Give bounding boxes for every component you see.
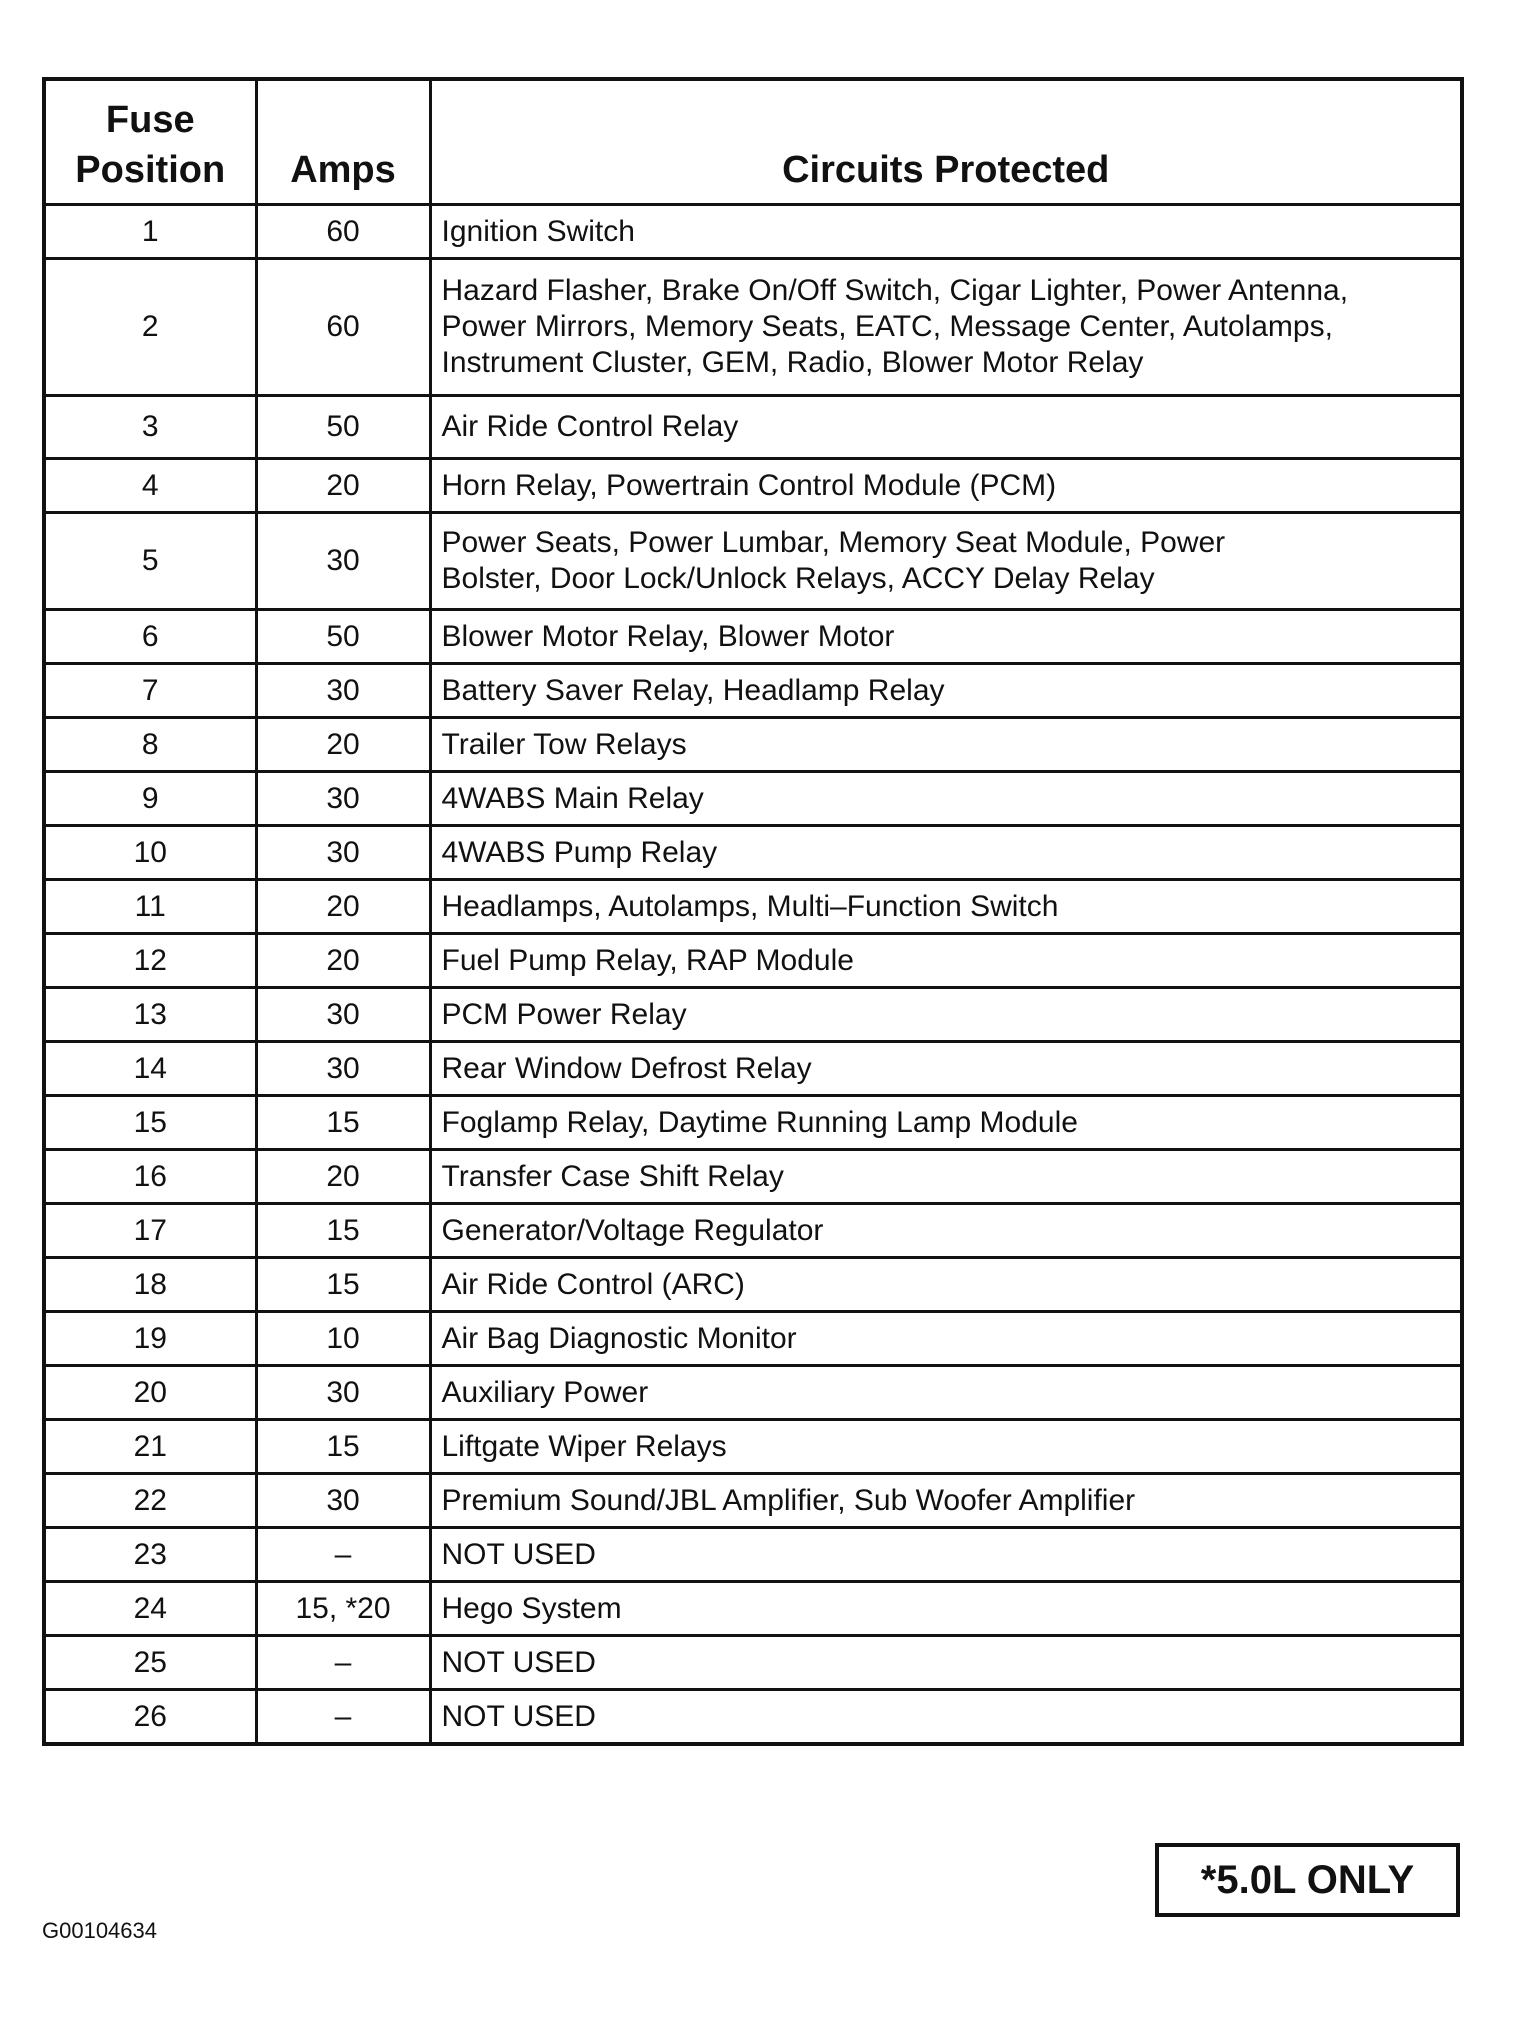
amps-cell: 30 — [256, 826, 430, 880]
fuse-position-cell: 5 — [44, 513, 256, 610]
amps-cell: 10 — [256, 1312, 430, 1366]
circuits-cell — [430, 934, 1462, 988]
table-row — [44, 1582, 1462, 1636]
circuits-line: Horn Relay, Powertrain Control Module (PCM) — [441, 468, 1057, 502]
circuits-line: Bolster, Door Lock/Unlock Relays, ACCY Delay Relay — [441, 562, 1155, 595]
table-row — [44, 1258, 1462, 1312]
fuse-position-cell: 3 — [44, 396, 256, 459]
fuse-position-cell: 11 — [44, 880, 256, 934]
circuits-cell — [430, 610, 1462, 664]
table-row — [44, 1312, 1462, 1366]
table-row — [44, 1150, 1462, 1204]
header-fuse-position — [44, 79, 256, 205]
table-row — [44, 1528, 1462, 1582]
circuits-line: NOT USED — [441, 1699, 596, 1733]
amps-cell: 20 — [256, 459, 430, 513]
circuits-line: Hego System — [441, 1591, 622, 1625]
circuits-line: Air Ride Control Relay — [441, 410, 739, 443]
fuse-rows — [44, 205, 1462, 1745]
amps-cell: 15 — [256, 1204, 430, 1258]
engine-note-box: *5.0L ONLY — [1155, 1843, 1460, 1917]
circuits-cell — [430, 205, 1462, 259]
circuits-line: Instrument Cluster, GEM, Radio, Blower Motor Relay — [441, 346, 1144, 379]
fuse-position-cell: 23 — [44, 1528, 256, 1582]
fuse-position-cell: 19 — [44, 1312, 256, 1366]
fuse-position-cell: 9 — [44, 772, 256, 826]
amps-cell: 15, *20 — [256, 1582, 430, 1636]
fuse-position-cell: 12 — [44, 934, 256, 988]
fuse-position-cell: 7 — [44, 664, 256, 718]
fuse-position-cell: 10 — [44, 826, 256, 880]
amps-cell: – — [256, 1690, 430, 1745]
circuits-line: Hazard Flasher, Brake On/Off Switch, Cigar Lighter, Power Antenna, — [441, 274, 1349, 307]
circuits-line: 4WABS Pump Relay — [441, 835, 718, 869]
circuits-cell — [430, 1150, 1462, 1204]
circuits-line: Ignition Switch — [441, 214, 635, 248]
table-row — [44, 1420, 1462, 1474]
amps-cell: 60 — [256, 205, 430, 259]
fuse-position-cell: 6 — [44, 610, 256, 664]
fuse-position-cell: 16 — [44, 1150, 256, 1204]
header-row — [44, 79, 1462, 205]
amps-cell: 30 — [256, 988, 430, 1042]
table-row — [44, 1042, 1462, 1096]
circuits-line: Premium Sound/JBL Amplifier, Sub Woofer Amplifier — [441, 1483, 1136, 1517]
circuits-line: NOT USED — [441, 1645, 596, 1679]
table-row — [44, 988, 1462, 1042]
figure-code: G00104634 — [42, 1918, 157, 1943]
circuits-line: Air Ride Control (ARC) — [441, 1267, 745, 1301]
circuits-line: NOT USED — [441, 1537, 596, 1571]
amps-cell: 30 — [256, 772, 430, 826]
circuits-cell — [430, 1528, 1462, 1582]
circuits-cell — [430, 880, 1462, 934]
amps-cell: 50 — [256, 610, 430, 664]
amps-cell: 50 — [256, 396, 430, 459]
table-row — [44, 1204, 1462, 1258]
table-row — [44, 772, 1462, 826]
fuse-position-cell: 4 — [44, 459, 256, 513]
amps-cell: – — [256, 1636, 430, 1690]
circuits-line: 4WABS Main Relay — [441, 781, 704, 815]
circuits-line: Auxiliary Power — [441, 1375, 649, 1409]
table-row — [44, 396, 1462, 459]
fuse-position-cell: 8 — [44, 718, 256, 772]
circuits-cell — [430, 826, 1462, 880]
fuse-position-cell: 21 — [44, 1420, 256, 1474]
circuits-cell — [430, 1690, 1462, 1745]
circuits-cell — [430, 1312, 1462, 1366]
amps-cell: 20 — [256, 880, 430, 934]
fuse-position-cell: 2 — [44, 259, 256, 396]
circuits-cell — [430, 1204, 1462, 1258]
amps-cell: 20 — [256, 718, 430, 772]
fuse-table — [42, 77, 1464, 1746]
header-amps: Amps — [256, 79, 430, 205]
circuits-cell — [430, 396, 1462, 459]
circuits-cell — [430, 988, 1462, 1042]
amps-cell: 60 — [256, 259, 430, 396]
fuse-position-cell: 14 — [44, 1042, 256, 1096]
fuse-position-cell: 22 — [44, 1474, 256, 1528]
table-row — [44, 205, 1462, 259]
circuits-line: Liftgate Wiper Relays — [441, 1429, 727, 1463]
circuits-line: Foglamp Relay, Daytime Running Lamp Module — [441, 1105, 1078, 1139]
header-circuits-protected: Circuits Protected — [430, 79, 1462, 205]
circuits-line: Rear Window Defrost Relay — [441, 1051, 812, 1085]
circuits-cell — [430, 664, 1462, 718]
header-fuse-position-line: Fuse — [105, 99, 195, 141]
amps-cell: 15 — [256, 1420, 430, 1474]
circuits-cell — [430, 772, 1462, 826]
circuits-line: Headlamps, Autolamps, Multi–Function Switch — [441, 889, 1059, 923]
amps-cell: 20 — [256, 934, 430, 988]
circuits-cell — [430, 1636, 1462, 1690]
fuse-position-cell: 24 — [44, 1582, 256, 1636]
circuits-line: PCM Power Relay — [441, 997, 687, 1031]
circuits-cell — [430, 1258, 1462, 1312]
circuits-cell — [430, 513, 1462, 610]
fuse-position-cell: 18 — [44, 1258, 256, 1312]
circuits-line: Trailer Tow Relays — [441, 727, 687, 761]
circuits-line: Generator/Voltage Regulator — [441, 1213, 824, 1247]
circuits-line: Power Seats, Power Lumbar, Memory Seat Module, Power — [441, 526, 1226, 559]
amps-cell: 30 — [256, 1042, 430, 1096]
fuse-position-cell: 26 — [44, 1690, 256, 1745]
fuse-position-cell: 17 — [44, 1204, 256, 1258]
circuits-line: Battery Saver Relay, Headlamp Relay — [441, 673, 945, 707]
table-row — [44, 513, 1462, 610]
circuits-cell — [430, 1582, 1462, 1636]
amps-cell: 30 — [256, 1366, 430, 1420]
circuits-line: Air Bag Diagnostic Monitor — [441, 1321, 797, 1355]
table-row — [44, 459, 1462, 513]
circuits-line: Blower Motor Relay, Blower Motor — [441, 619, 895, 653]
table-row — [44, 718, 1462, 772]
circuits-cell — [430, 1420, 1462, 1474]
table-row — [44, 880, 1462, 934]
circuits-cell — [430, 1042, 1462, 1096]
amps-cell: 15 — [256, 1258, 430, 1312]
fuse-position-cell: 25 — [44, 1636, 256, 1690]
circuits-cell — [430, 259, 1462, 396]
circuits-line: Power Mirrors, Memory Seats, EATC, Message Center, Autolamps, — [441, 310, 1333, 343]
fuse-position-cell: 20 — [44, 1366, 256, 1420]
table-row — [44, 1690, 1462, 1745]
table-row — [44, 259, 1462, 396]
table-row — [44, 934, 1462, 988]
header-fuse-position-line: Position — [75, 149, 226, 191]
amps-cell: 30 — [256, 1474, 430, 1528]
table-row — [44, 610, 1462, 664]
table-row — [44, 826, 1462, 880]
circuits-cell — [430, 1366, 1462, 1420]
amps-cell: 15 — [256, 1096, 430, 1150]
amps-cell: 30 — [256, 513, 430, 610]
amps-cell: – — [256, 1528, 430, 1582]
fuse-position-cell: 13 — [44, 988, 256, 1042]
circuits-line: Transfer Case Shift Relay — [441, 1159, 784, 1193]
circuits-line: Fuel Pump Relay, RAP Module — [441, 943, 854, 977]
table-row — [44, 1366, 1462, 1420]
table-row — [44, 1096, 1462, 1150]
circuits-cell — [430, 718, 1462, 772]
table-row — [44, 664, 1462, 718]
table-row — [44, 1474, 1462, 1528]
amps-cell: 20 — [256, 1150, 430, 1204]
amps-cell: 30 — [256, 664, 430, 718]
table-row — [44, 1636, 1462, 1690]
circuits-cell — [430, 459, 1462, 513]
fuse-position-cell: 15 — [44, 1096, 256, 1150]
circuits-cell — [430, 1096, 1462, 1150]
fuse-position-cell: 1 — [44, 205, 256, 259]
circuits-cell — [430, 1474, 1462, 1528]
